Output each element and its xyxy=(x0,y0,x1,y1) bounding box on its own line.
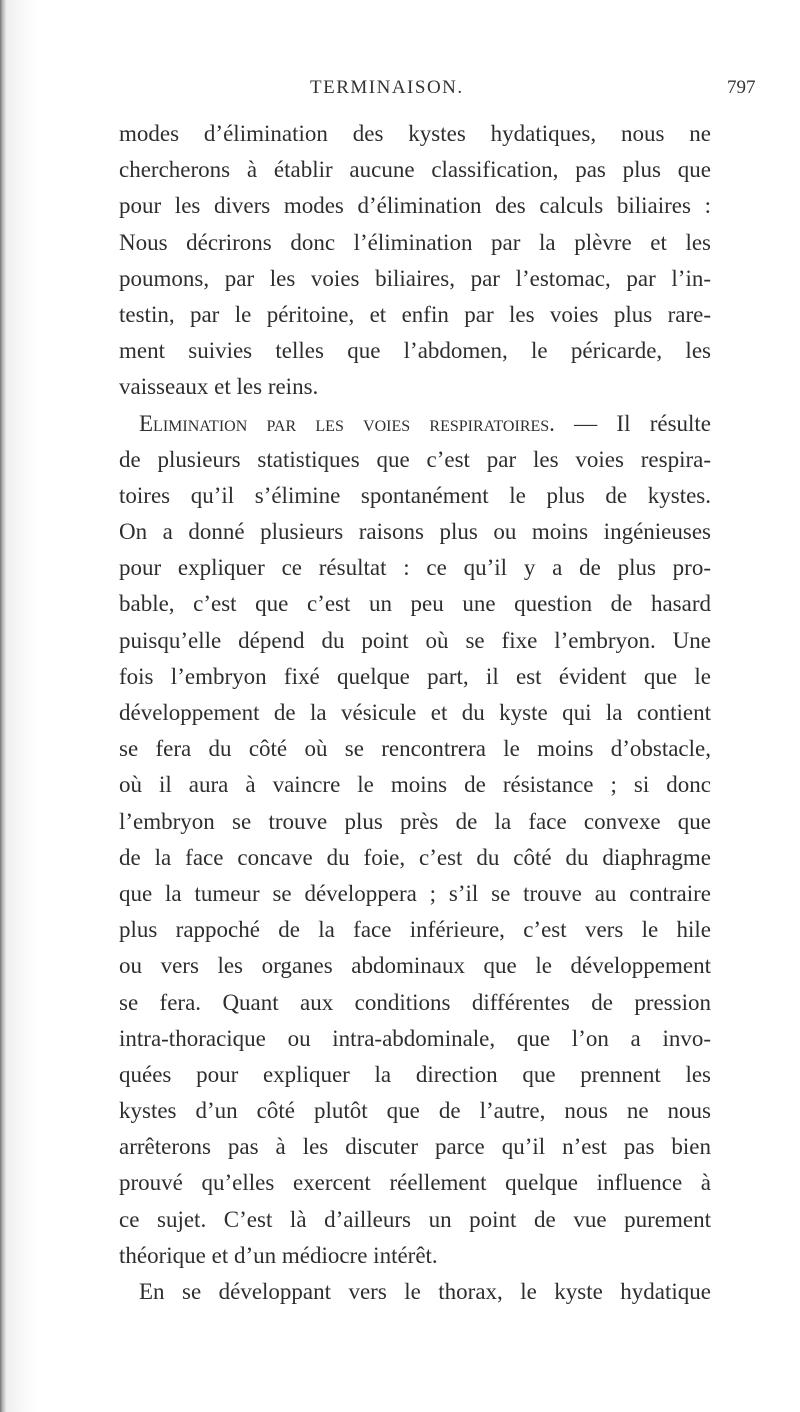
text-line: de plusieurs statistiques que c’est par les voies respira- xyxy=(119,446,711,472)
section-heading-line xyxy=(119,406,711,442)
text-line: que la tumeur se développera ; s’il se trouve au contraire xyxy=(119,880,711,906)
page-header xyxy=(0,77,800,107)
text-line: fois l’embryon fixé quelque part, il est évident que le xyxy=(119,663,711,689)
text-line: l’embryon se trouve plus près de la face convexe que xyxy=(119,808,711,834)
text-line: ce sujet. C’est là d’ailleurs un point de vue purement xyxy=(119,1206,711,1232)
text-line: théorique et d’un médiocre intérêt. xyxy=(119,1242,438,1268)
section-heading: Elimination par les voies respiratoires. xyxy=(139,410,555,436)
text-line: pour expliquer ce résultat : ce qu’il y a de plus pro- xyxy=(119,555,711,581)
running-title: TERMINAISON. xyxy=(310,77,464,98)
text-line: pour les divers modes d’élimination des calculs biliaires : xyxy=(119,193,711,219)
text-line: quées pour expliquer la direction que prennent les xyxy=(119,1061,711,1087)
text-line: En se développant vers le thorax, le kyste hydatique xyxy=(139,1279,711,1304)
text-line: plus rappoché de la face inférieure, c’est vers le hile xyxy=(119,917,711,943)
text-line: bable, c’est que c’est un peu une question de hasard xyxy=(119,591,711,617)
text-line: testin, par le péritoine, et enfin par les voies plus rare- xyxy=(119,301,711,327)
text-line: où il aura à vaincre le moins de résistance ; si donc xyxy=(119,772,711,798)
text-line: puisqu’elle dépend du point où se fixe l’embryon. Une xyxy=(119,627,711,653)
page-binding-edge xyxy=(0,0,6,1412)
text-line: poumons, par les voies biliaires, par l’estomac, par l’in- xyxy=(119,265,711,291)
text-line: kystes d’un côté plutôt que de l’autre, nous ne nous xyxy=(119,1098,711,1124)
text-line: On a donné plusieurs raisons plus ou moins ingénieuses xyxy=(119,519,711,545)
text-line: ou vers les organes abdominaux que le développement xyxy=(119,953,711,979)
body-text xyxy=(119,116,711,1310)
text-line: prouvé qu’elles exercent réellement quelque influence à xyxy=(119,1170,711,1196)
text-line: vaisseaux et les reins. xyxy=(119,374,319,400)
text-line: ment suivies telles que l’abdomen, le péricarde, les xyxy=(119,338,711,364)
text-line: Nous décrirons donc l’élimination par la plèvre et les xyxy=(119,229,711,255)
text-line: chercherons à établir aucune classification, pas plus que xyxy=(119,157,711,183)
text-line: intra-thoracique ou intra-abdominale, que l’on a invo- xyxy=(119,1025,711,1051)
text-line: de la face concave du foie, c’est du côté du diaphragme xyxy=(119,844,711,870)
text-line: modes d’élimination des kystes hydatiques, nous ne xyxy=(119,121,711,146)
text-line: développement de la vésicule et du kyste qui la contient xyxy=(119,700,711,725)
text-line: se fera. Quant aux conditions différentes de pression xyxy=(119,989,711,1015)
text-line: toires qu’il s’élimine spontanément le plus de kystes. xyxy=(119,482,711,508)
text-line: — Il résulte xyxy=(574,410,712,436)
text-line: se fera du côté où se rencontrera le moins d’obstacle, xyxy=(119,736,711,762)
text-line: arrêterons pas à les discuter parce qu’il n’est pas bien xyxy=(119,1134,711,1160)
page-number: 797 xyxy=(727,77,756,98)
